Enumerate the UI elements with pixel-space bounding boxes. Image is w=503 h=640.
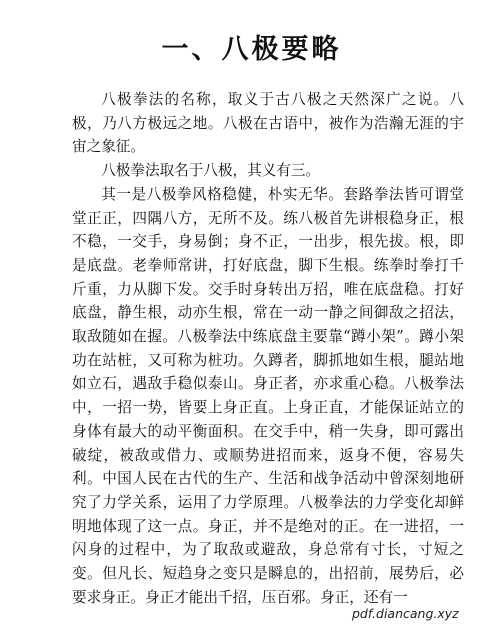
paragraph: 其一是八极拳风格稳健，朴实无华。套路拳法皆可谓堂堂正正，四隅八方，无所不及。练八极首先讲根稳身正，根不稳，一交手，身易倒；身不正，一出步，根先拔。根，即是底盘。老拳师常讲，打好底盘，脚下生根。练拳时拳打千斤重，力从脚下发。交手时身转出万招，唯在底盘稳。打好底盘，静生根，动亦生根，常在一动一静之间御敌之招法，取敌随如在握。八极拳法中练底盘主要靠“蹲小架”。蹲小架功在站桩，又可称为桩功。久蹲者，脚抓地如生根，腿站地如立石，遇敌手稳似泰山。身正者，亦求重心稳。八极拳法中，一招一势，皆要上身正直。上身正直，才能保证站立的身体有最大的动平衡面积。在交手中，稍一失身，即可露出破绽，被敌或借力、或顺势进招而来，返身不便，容易失利。中国人民在古代的生产、生活和战争活动中曾深刻地研究了力学关系，运用了力学原理。八极拳法的力学变化却鲜明地体现了这一点。身正，并不是绝对的正。在一进招，一闪身的过程中，为了取敌或避敌，身总常有寸长，寸短之变。但凡长、短趋身之变只是瞬息的，出招前，展势后，必要求身正。身正才能出千招，压百邪。身正，还有一 [72, 185, 464, 606]
paragraph: 八极拳法的名称，取义于古八极之天然深广之说。八极，乃八方极远之地。八极在古语中，被作为浩瀚无涯的宇宙之象征。 [72, 91, 464, 156]
body-text [72, 88, 464, 609]
watermark: pdf.diancang.xyz [352, 606, 459, 621]
paragraph: 八极拳法取名于八极，其义有三。 [101, 162, 321, 180]
page-title: 一、八极要略 [161, 34, 342, 65]
